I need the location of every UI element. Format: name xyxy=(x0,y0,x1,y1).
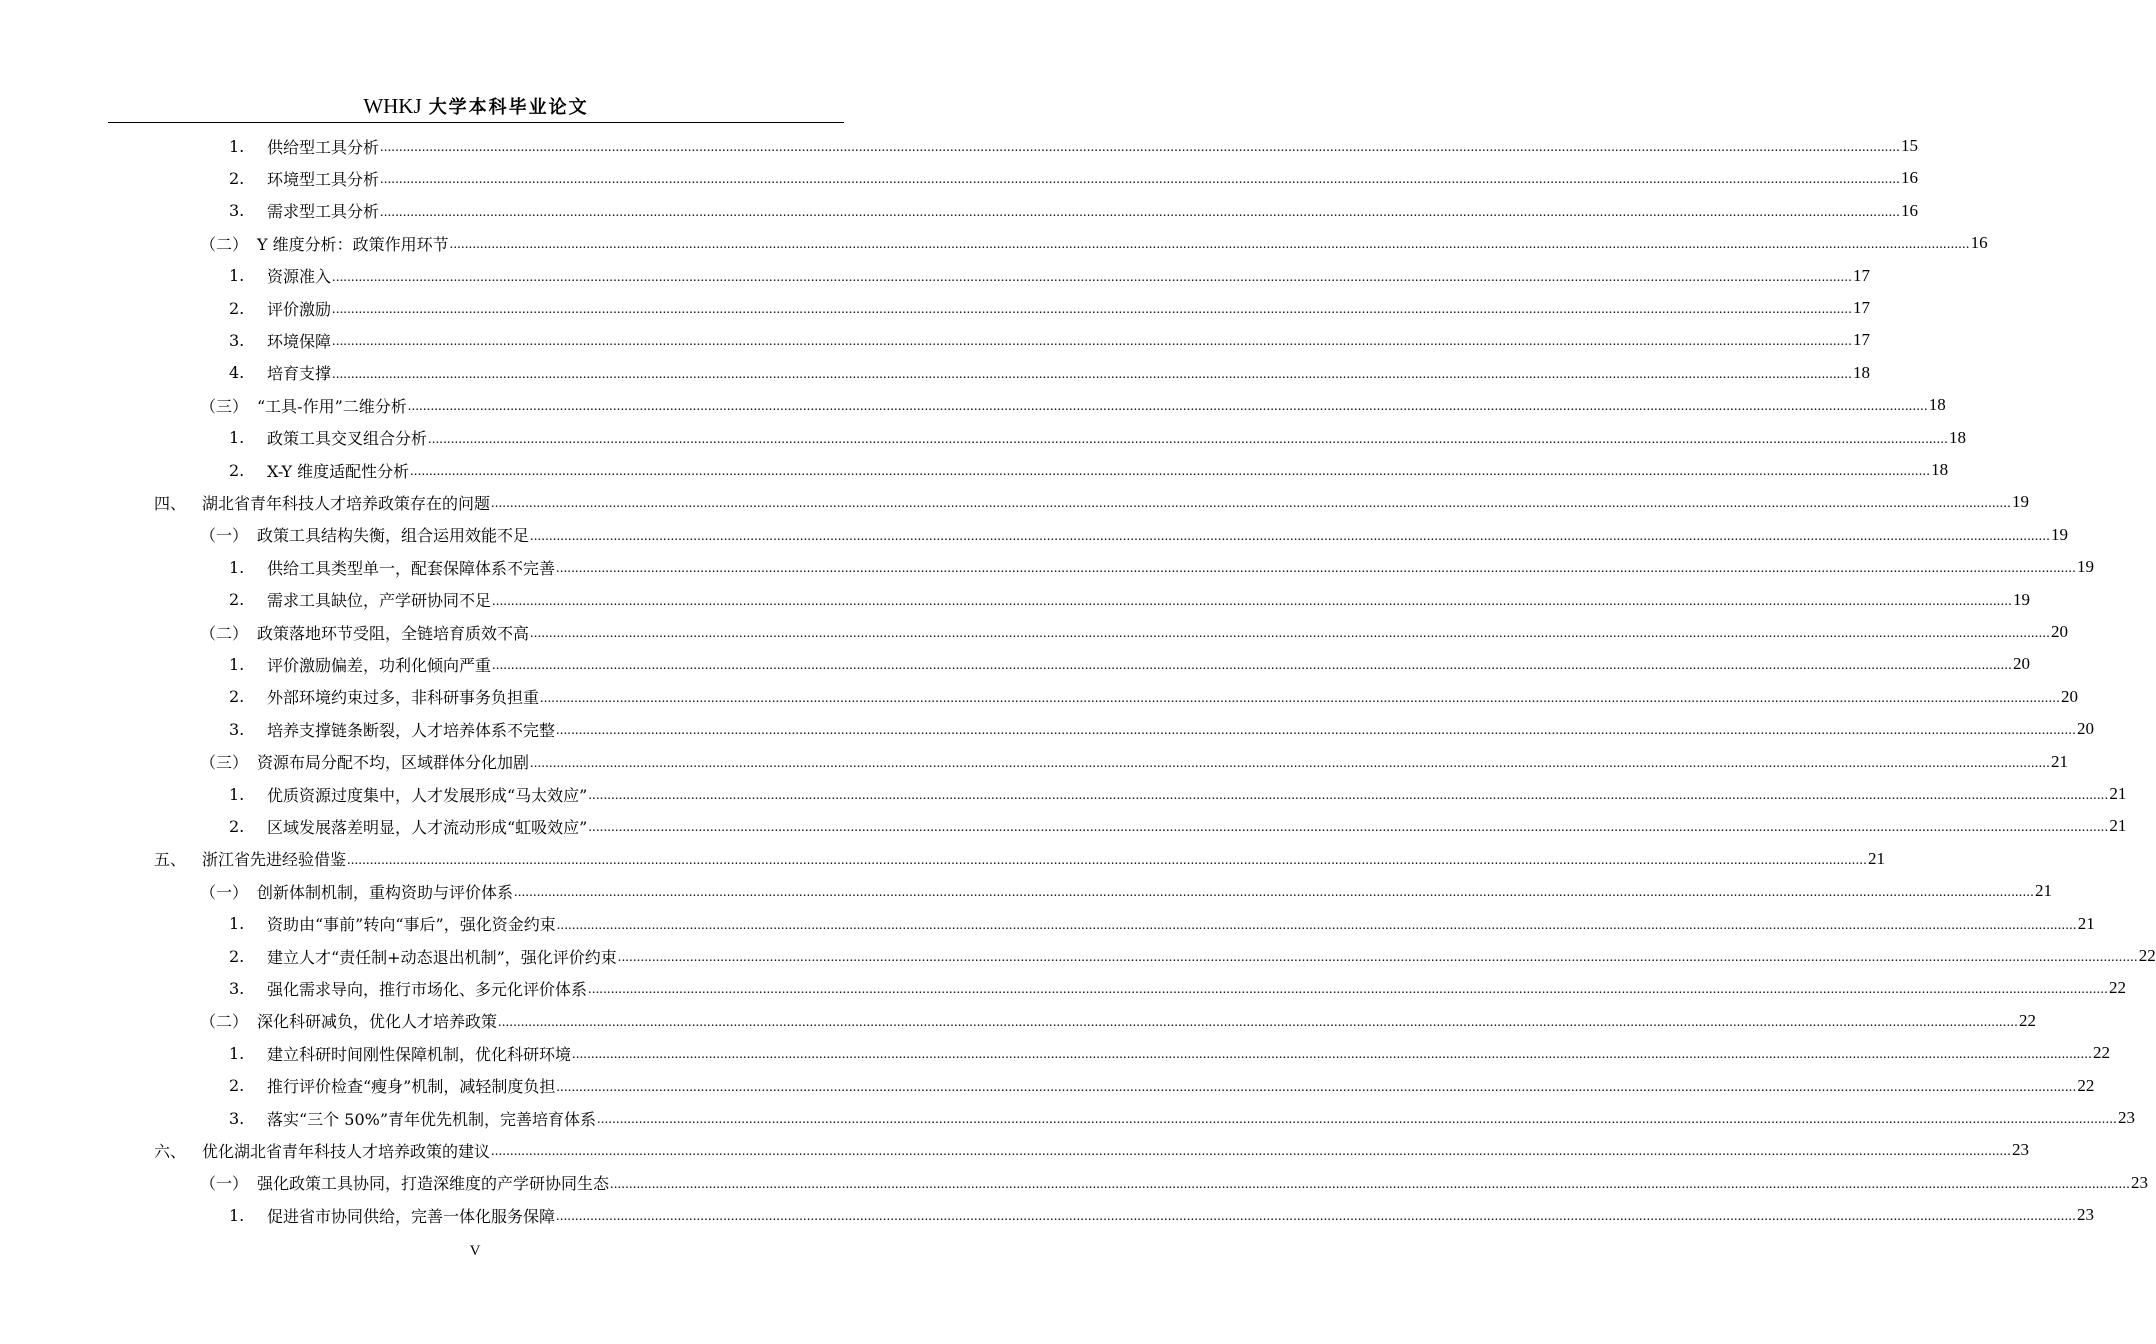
toc-dot-leader: ................................................................................................................................................................................................................................................................................................................................................................................................................ xyxy=(588,982,2109,998)
toc-entry-title: 需求工具缺位，产学研协同不足 xyxy=(267,591,492,611)
toc-dot-leader: ................................................................................................................................................................................................................................................................................................................................................................................................................ xyxy=(556,1209,2077,1225)
toc-entry-number: 2. xyxy=(229,590,245,610)
toc-entry[interactable] xyxy=(229,132,1919,160)
toc-entry[interactable] xyxy=(200,521,2069,549)
toc-dot-leader: ................................................................................................................................................................................................................................................................................................................................................................................................................ xyxy=(556,561,2077,577)
toc-dot-leader: ................................................................................................................................................................................................................................................................................................................................................................................................................ xyxy=(572,1047,2093,1063)
toc-dot-leader: ................................................................................................................................................................................................................................................................................................................................................................................................................ xyxy=(498,1014,2019,1030)
toc-entry-title: 湖北省青年科技人才培养政策存在的问题 xyxy=(202,493,491,513)
toc-entry-page: 22 xyxy=(2138,946,2156,965)
toc-entry-number: 1. xyxy=(229,557,245,577)
toc-entry-number: （一） xyxy=(200,526,249,546)
toc-entry-title: 外部环境约束过多，非科研事务负担重 xyxy=(267,688,540,708)
toc-entry[interactable] xyxy=(229,683,2079,711)
toc-entry[interactable] xyxy=(229,553,2095,581)
toc-entry-number: 2. xyxy=(229,1076,245,1096)
toc-entry-number: 2. xyxy=(229,946,245,966)
toc-entry[interactable] xyxy=(154,1136,2030,1164)
toc-entry-title: 供给工具类型单一，配套保障体系不完善 xyxy=(267,558,556,578)
toc-dot-leader: ................................................................................................................................................................................................................................................................................................................................................................................................................ xyxy=(380,140,1901,155)
toc-entry-page: 15 xyxy=(1901,136,1919,155)
toc-entry-title: 促进省市协同供给，完善一体化服务保障 xyxy=(267,1206,556,1226)
toc-entry-page: 21 xyxy=(1868,848,1886,868)
toc-entry-number: 1. xyxy=(229,1205,245,1225)
toc-entry-title: 建立人才“责任制+动态退出机制”，强化评价约束 xyxy=(267,947,617,967)
toc-entry[interactable] xyxy=(229,424,1967,452)
toc-entry-page: 22 xyxy=(2109,978,2127,998)
toc-entry-title: 政策工具结构失衡，组合运用效能不足 xyxy=(257,526,530,546)
toc-entry-number: 1. xyxy=(229,136,245,156)
toc-entry-number: （二） xyxy=(200,234,249,254)
toc-entry[interactable] xyxy=(229,942,2156,970)
toc-dot-leader: ................................................................................................................................................................................................................................................................................................................................................................................................................ xyxy=(556,917,2077,933)
toc-entry[interactable] xyxy=(229,974,2127,1002)
toc-dot-leader: ................................................................................................................................................................................................................................................................................................................................................................................................................ xyxy=(347,852,1868,868)
toc-entry-title: 优质资源过度集中，人才发展形成“马太效应” xyxy=(267,785,588,805)
toc-entry[interactable] xyxy=(229,1039,2111,1067)
toc-entry-number: 1. xyxy=(229,428,245,448)
toc-dot-leader: ................................................................................................................................................................................................................................................................................................................................................................................................................ xyxy=(540,690,2061,706)
toc-entry-title: X-Y 维度适配性分析 xyxy=(267,461,410,481)
toc-entry-number: 1. xyxy=(229,654,245,674)
toc-entry-page: 19 xyxy=(2012,492,2030,512)
toc-dot-leader: ................................................................................................................................................................................................................................................................................................................................................................................................................ xyxy=(492,593,2013,609)
toc-entry-number: 1. xyxy=(229,784,245,804)
toc-entry-number: 1. xyxy=(229,914,245,934)
toc-entry[interactable] xyxy=(229,359,1871,387)
toc-entry-page: 17 xyxy=(1853,265,1871,285)
toc-dot-leader: ................................................................................................................................................................................................................................................................................................................................................................................................................ xyxy=(514,885,2035,901)
toc-entry-page: 17 xyxy=(1853,298,1871,317)
toc-entry-page: 17 xyxy=(1853,330,1871,350)
toc-entry[interactable] xyxy=(229,650,2031,678)
toc-entry[interactable] xyxy=(229,586,2031,614)
toc-entry-page: 18 xyxy=(1931,460,1949,479)
page-header xyxy=(108,93,844,119)
toc-entry-number: 2. xyxy=(229,816,245,836)
toc-dot-leader: ................................................................................................................................................................................................................................................................................................................................................................................................................ xyxy=(530,755,2051,771)
toc-entry-page: 21 xyxy=(2051,751,2069,771)
toc-entry-page: 16 xyxy=(1901,200,1919,220)
toc-entry-title: 创新体制机制，重构资助与评价体系 xyxy=(257,882,514,902)
toc-entry-page: 21 xyxy=(2077,913,2095,933)
toc-entry-title: 培育支撑 xyxy=(267,364,332,384)
toc-entry[interactable] xyxy=(200,229,1988,257)
toc-dot-leader: ................................................................................................................................................................................................................................................................................................................................................................................................................ xyxy=(428,431,1949,447)
toc-entry-page: 18 xyxy=(1928,395,1946,415)
toc-entry-number: 2. xyxy=(229,460,245,480)
toc-entry-title: 推行评价检查“瘦身”机制，减轻制度负担 xyxy=(267,1077,556,1097)
toc-dot-leader: ................................................................................................................................................................................................................................................................................................................................................................................................................ xyxy=(332,302,1853,317)
toc-dot-leader: ................................................................................................................................................................................................................................................................................................................................................................................................................ xyxy=(530,626,2051,641)
toc-entry[interactable] xyxy=(200,1169,2149,1197)
toc-entry-number: （二） xyxy=(200,1012,249,1032)
toc-entry-title: 建立科研时间刚性保障机制，优化科研环境 xyxy=(267,1044,572,1064)
toc-entry-number: （二） xyxy=(200,623,249,643)
toc-entry[interactable] xyxy=(229,715,2095,743)
toc-entry[interactable] xyxy=(229,326,1871,354)
toc-dot-leader: ................................................................................................................................................................................................................................................................................................................................................................................................................ xyxy=(380,204,1901,220)
toc-entry-number: 3. xyxy=(229,1108,245,1128)
toc-entry-page: 22 xyxy=(2093,1043,2111,1063)
toc-entry[interactable] xyxy=(154,845,1886,873)
toc-entry-title: 优化湖北省青年科技人才培养政策的建议 xyxy=(202,1141,491,1161)
toc-entry[interactable] xyxy=(229,456,1949,484)
toc-entry-page: 23 xyxy=(2012,1140,2030,1160)
toc-entry[interactable] xyxy=(200,877,2053,905)
toc-entry[interactable] xyxy=(229,197,1919,225)
toc-entry-number: 3. xyxy=(229,719,245,739)
toc-entry[interactable] xyxy=(229,1104,2136,1132)
toc-entry-title: 区域发展落差明显，人才流动形成“虹吸效应” xyxy=(267,817,588,837)
toc-entry-title: 资助由“事前”转向“事后”，强化资金约束 xyxy=(267,915,556,935)
toc-entry-page: 21 xyxy=(2035,881,2053,901)
header-title: 大学本科毕业论文 xyxy=(428,97,589,118)
toc-dot-leader: ................................................................................................................................................................................................................................................................................................................................................................................................................ xyxy=(332,334,1853,350)
toc-entry-page: 23 xyxy=(2118,1108,2136,1127)
toc-dot-leader: ................................................................................................................................................................................................................................................................................................................................................................................................................ xyxy=(588,820,2109,836)
toc-dot-leader: ................................................................................................................................................................................................................................................................................................................................................................................................................ xyxy=(492,658,2013,674)
toc-entry-title: Y 维度分析：政策作用环节 xyxy=(257,234,449,254)
toc-entry-number: 2. xyxy=(229,168,245,188)
toc-entry-number: 3. xyxy=(229,330,245,350)
toc-entry-page: 22 xyxy=(2077,1075,2095,1095)
toc-entry-number: 六、 xyxy=(154,1141,187,1161)
toc-dot-leader: ................................................................................................................................................................................................................................................................................................................................................................................................................ xyxy=(556,1079,2077,1095)
toc-dot-leader: ................................................................................................................................................................................................................................................................................................................................................................................................................ xyxy=(332,366,1853,382)
toc-entry[interactable] xyxy=(229,780,2127,808)
toc-dot-leader: ................................................................................................................................................................................................................................................................................................................................................................................................................ xyxy=(407,399,1928,415)
toc-entry-title: 培养支撑链条断裂，人才培养体系不完整 xyxy=(267,720,556,740)
toc-entry-page: 19 xyxy=(2077,557,2095,577)
toc-dot-leader: ................................................................................................................................................................................................................................................................................................................................................................................................................ xyxy=(491,496,2012,512)
toc-dot-leader: ................................................................................................................................................................................................................................................................................................................................................................................................................ xyxy=(449,237,1970,253)
toc-entry-title: 供给型工具分析 xyxy=(267,137,380,157)
toc-entry-page: 18 xyxy=(1853,362,1871,382)
toc-entry-page: 16 xyxy=(1970,233,1988,253)
toc-entry-number: （三） xyxy=(200,753,249,773)
toc-dot-leader: ................................................................................................................................................................................................................................................................................................................................................................................................................ xyxy=(530,528,2051,544)
toc-entry-title: 强化需求导向，推行市场化、多元化评价体系 xyxy=(267,979,588,999)
toc-entry[interactable] xyxy=(229,812,2127,840)
toc-entry-number: （一） xyxy=(200,882,249,902)
toc-entry-title: 评价激励偏差，功利化倾向严重 xyxy=(267,655,492,675)
toc-entry[interactable] xyxy=(229,164,1919,192)
header-school: WHKJ xyxy=(363,94,422,118)
header-rule xyxy=(108,122,844,123)
toc-entry-title: “工具-作用”二维分析 xyxy=(257,396,407,416)
toc-entry-title: 需求型工具分析 xyxy=(267,202,380,222)
toc-dot-leader: ................................................................................................................................................................................................................................................................................................................................................................................................................ xyxy=(380,172,1901,188)
toc-entry-title: 评价激励 xyxy=(267,299,332,319)
toc-entry-number: 五、 xyxy=(154,850,187,870)
toc-entry-number: 2. xyxy=(229,687,245,707)
toc-entry-page: 20 xyxy=(2077,719,2095,739)
toc-entry-title: 强化政策工具协同，打造深维度的产学研协同生态 xyxy=(257,1174,610,1194)
toc-entry[interactable] xyxy=(200,618,2069,646)
toc-entry-number: （一） xyxy=(200,1174,249,1194)
toc-entry[interactable] xyxy=(229,262,1871,290)
toc-entry-page: 19 xyxy=(2013,589,2031,609)
toc-entry-number: 2. xyxy=(229,298,245,318)
toc-entry-number: 1. xyxy=(229,266,245,286)
toc-entry-page: 22 xyxy=(2019,1010,2037,1030)
toc-entry-number: （三） xyxy=(200,396,249,416)
toc-entry[interactable] xyxy=(200,1007,2037,1035)
toc-entry-number: 1. xyxy=(229,1043,245,1063)
toc-entry-page: 20 xyxy=(2061,686,2079,706)
toc-dot-leader: ................................................................................................................................................................................................................................................................................................................................................................................................................ xyxy=(617,950,2138,965)
toc-entry-page: 23 xyxy=(2077,1205,2095,1225)
toc-entry-title: 浙江省先进经验借鉴 xyxy=(202,850,347,870)
toc-entry-title: 落实“三个 50%”青年优先机制，完善培育体系 xyxy=(267,1109,597,1129)
toc-entry-page: 20 xyxy=(2013,654,2031,674)
toc-entry[interactable] xyxy=(229,910,2095,938)
toc-entry-page: 18 xyxy=(1949,427,1967,447)
toc-entry[interactable] xyxy=(200,391,1946,419)
toc-entry-page: 21 xyxy=(2109,784,2127,803)
page-number: V xyxy=(469,1243,481,1259)
toc-dot-leader: ................................................................................................................................................................................................................................................................................................................................................................................................................ xyxy=(410,464,1931,479)
toc-entry-number: 四、 xyxy=(154,493,187,513)
toc-dot-leader: ................................................................................................................................................................................................................................................................................................................................................................................................................ xyxy=(491,1144,2012,1160)
toc-entry-page: 23 xyxy=(2131,1172,2149,1192)
toc-entry-number: 3. xyxy=(229,978,245,998)
toc-dot-leader: ................................................................................................................................................................................................................................................................................................................................................................................................................ xyxy=(588,788,2109,803)
toc-entry-title: 深化科研减负，优化人才培养政策 xyxy=(257,1012,498,1032)
toc-entry-page: 16 xyxy=(1901,168,1919,188)
toc-entry-title: 环境保障 xyxy=(267,331,332,351)
toc-entry-title: 资源布局分配不均，区域群体分化加剧 xyxy=(257,753,530,773)
toc-entry[interactable] xyxy=(229,1072,2095,1100)
toc-entry[interactable] xyxy=(154,488,2030,516)
toc-dot-leader: ................................................................................................................................................................................................................................................................................................................................................................................................................ xyxy=(610,1176,2131,1192)
toc-entry[interactable] xyxy=(229,294,1871,322)
toc-entry-number: 4. xyxy=(229,363,245,383)
toc-entry-number: 3. xyxy=(229,201,245,221)
toc-entry-title: 政策工具交叉组合分析 xyxy=(267,429,428,449)
toc-entry-page: 19 xyxy=(2051,524,2069,544)
toc-entry-title: 政策落地环节受阻，全链培育质效不高 xyxy=(257,623,530,643)
toc-entry-title: 资源准入 xyxy=(267,267,332,287)
toc-entry-page: 21 xyxy=(2109,816,2127,836)
toc-entry-page: 20 xyxy=(2051,622,2069,641)
toc-dot-leader: ................................................................................................................................................................................................................................................................................................................................................................................................................ xyxy=(332,269,1853,285)
toc-entry[interactable] xyxy=(229,1201,2095,1229)
toc-dot-leader: ................................................................................................................................................................................................................................................................................................................................................................................................................ xyxy=(597,1112,2118,1127)
toc-dot-leader: ................................................................................................................................................................................................................................................................................................................................................................................................................ xyxy=(556,723,2077,739)
toc-entry[interactable] xyxy=(200,748,2069,776)
toc-entry-title: 环境型工具分析 xyxy=(267,169,380,189)
